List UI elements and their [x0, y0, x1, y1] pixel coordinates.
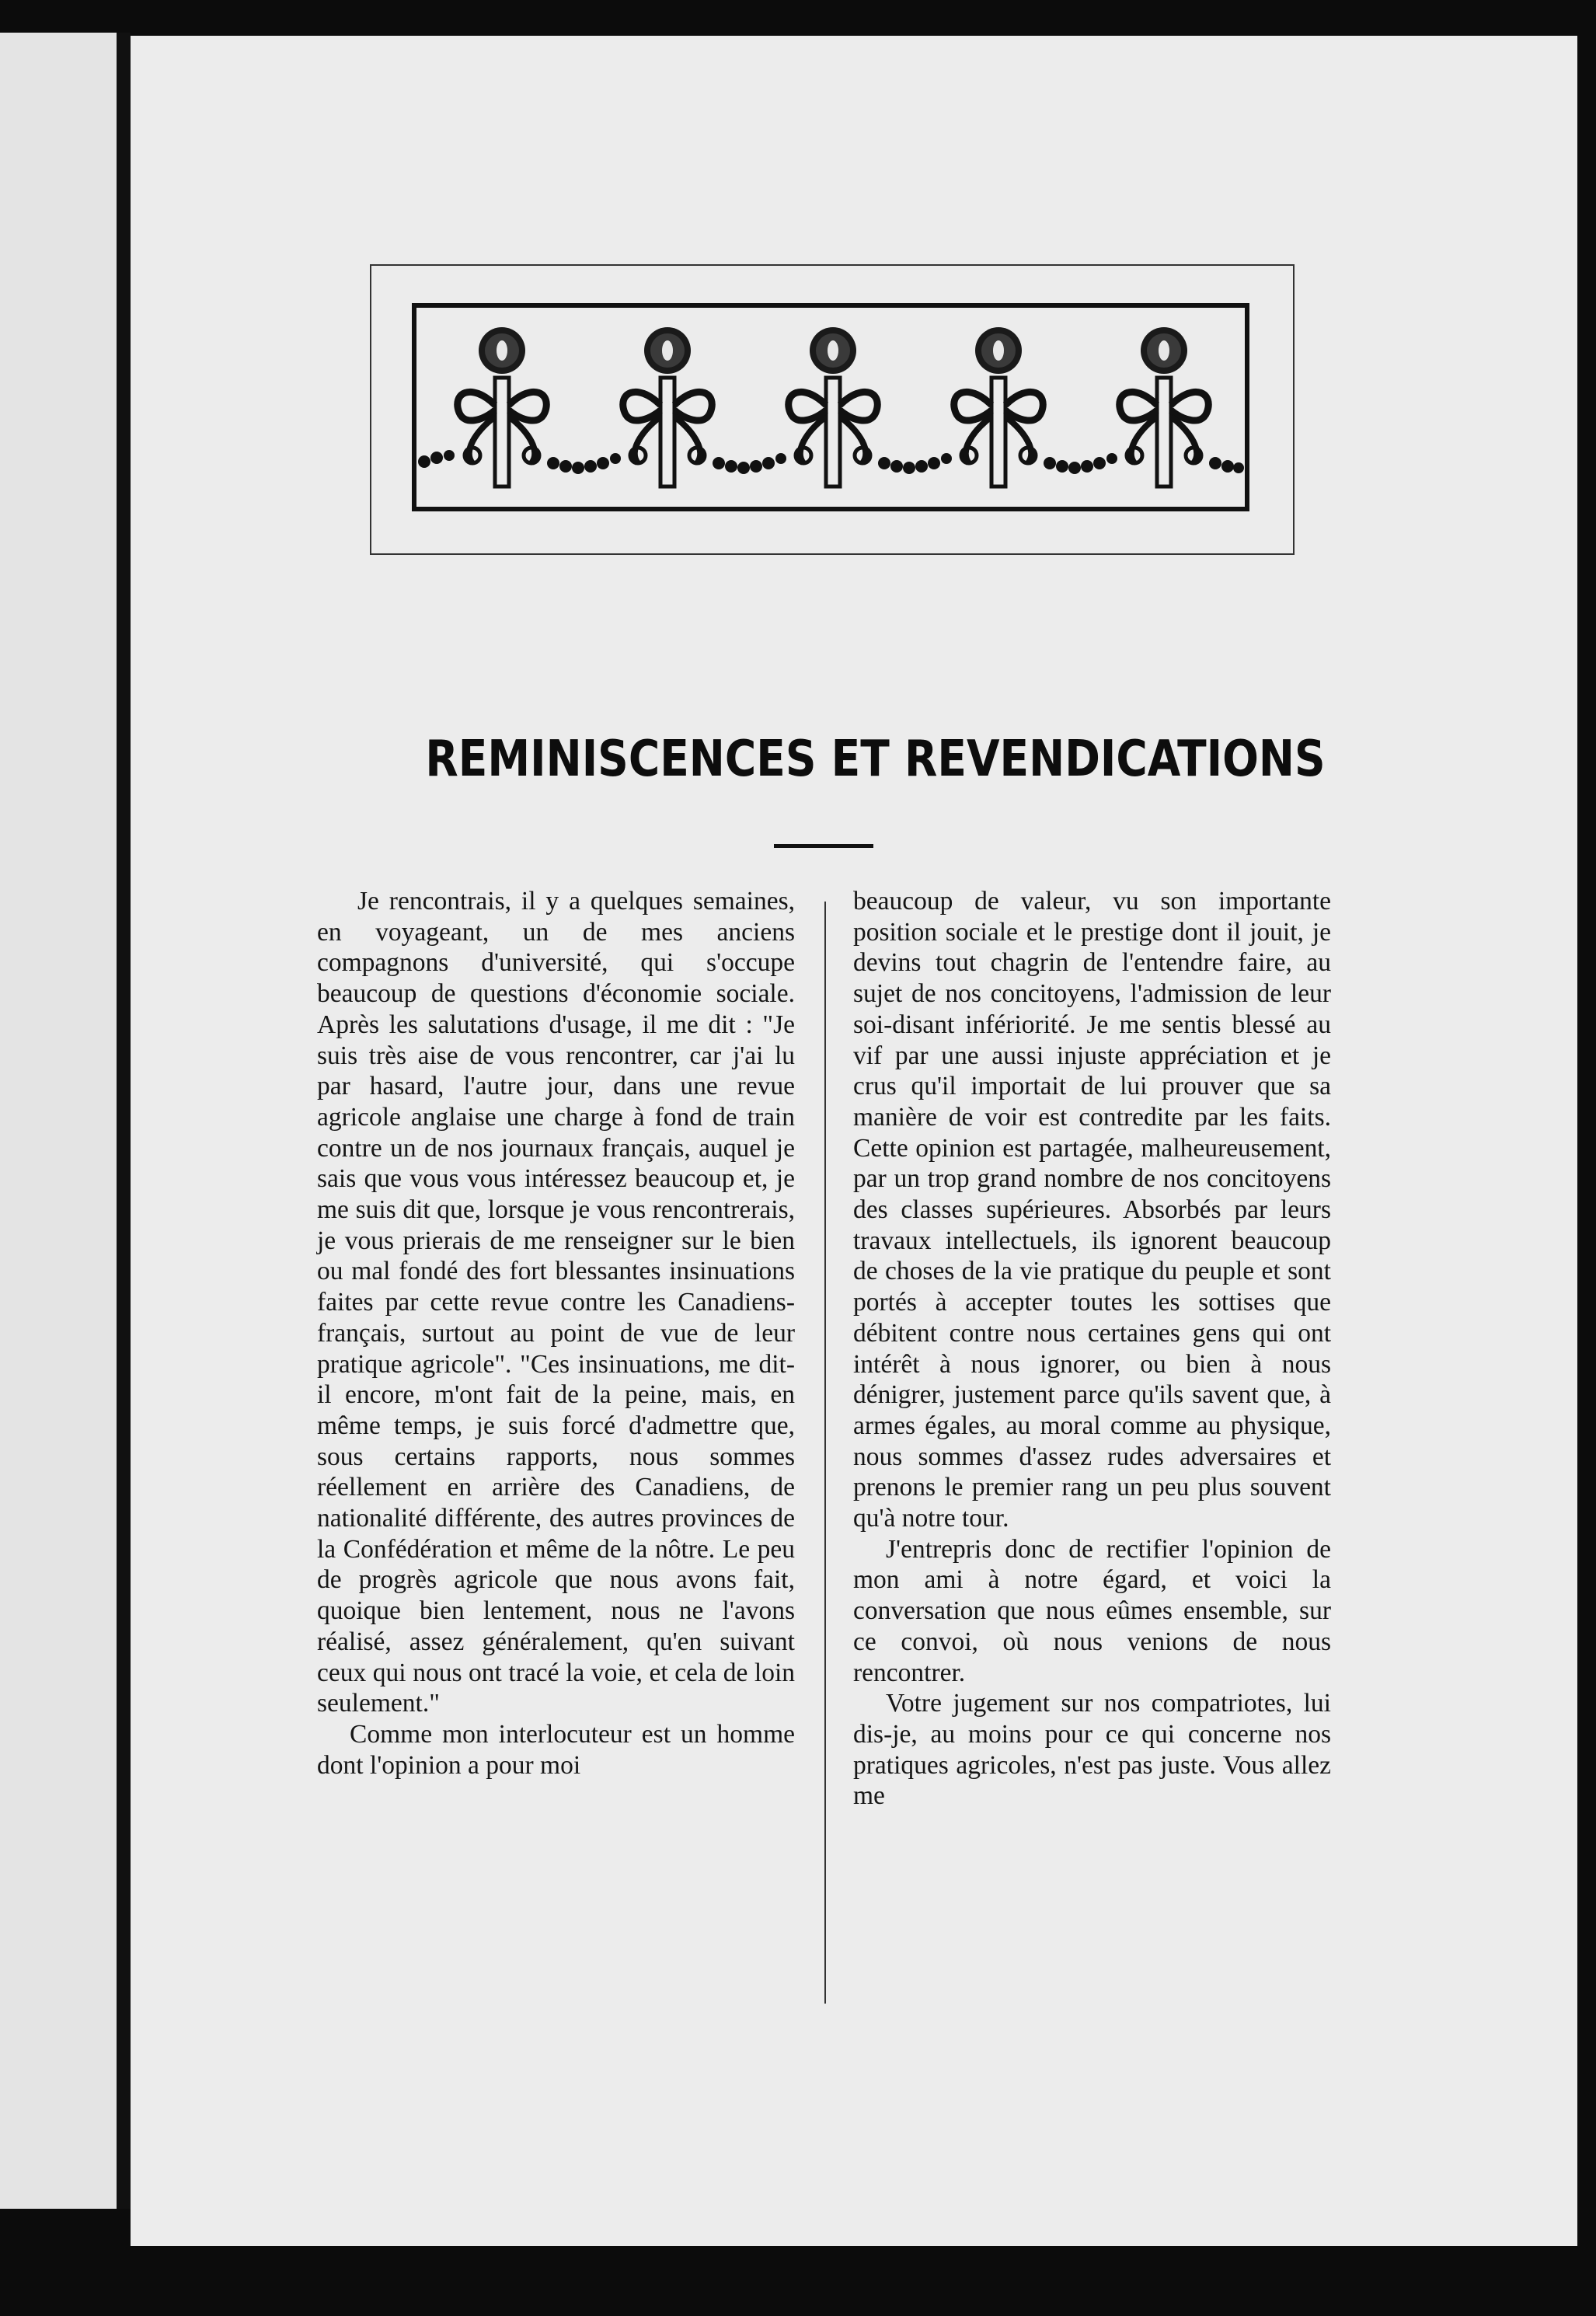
paragraph: Votre jugement sur nos compatriotes, lui dis-je, au moins pour ce qui concerne nos pratiques agricoles, n'est pas juste. Vous allez me	[853, 1689, 1331, 1811]
column-divider	[824, 902, 826, 2004]
paragraph: J'entrepris donc de rectifier l'opinion de mon ami à notre égard, et voici la conversation que nous eûmes ensemble, sur ce convoi, où nous venions de nous rencontrer.	[853, 1534, 1331, 1687]
facing-page-edge	[0, 33, 117, 2209]
page-gutter	[117, 33, 131, 2209]
candle-garland-icon	[416, 308, 1245, 507]
right-column	[853, 886, 1331, 1812]
title-rule	[774, 844, 873, 848]
paragraph: beaucoup de valeur, vu son importante position sociale et le prestige dont il jouit, je devins tout chagrin de l'entendre faire, au sujet de nos concitoyens, l'admission de leur soi-disant infériorité. Je me sentis blessé au vif par une aussi injuste appréciation et je crus qu'il importait de lui prouver que sa manière de voir est contredite par les faits. Cette opinion est partagée, malheureusement, par un trop grand nombre de nos concitoyens des classes supérieures. Absorbés par leurs travaux intellectuels, ils ignorent beaucoup de choses de la vie pratique du peuple et sont portés à accepter toutes les sottises que débitent contre nous certaines gens qui ont intérêt à nous ignorer, ou bien à nous dénigrer, justement parce qu'ils savent que, à armes égales, au moral comme au physique, nous sommes d'assez rudes adversaires et prenons le premier rang un peu plus souvent qu'à notre tour.	[853, 887, 1331, 1533]
paragraph: Comme mon interlocuteur est un homme dont l'opinion a pour moi	[317, 1719, 795, 1780]
candle-icon	[458, 327, 546, 487]
scan-border	[0, 2246, 1596, 2316]
article-title: REMINISCENCES ET REVENDICATIONS	[425, 731, 1326, 788]
paragraph: Je rencontrais, il y a quelques semaines, en voyageant, un de mes anciens compagnons d'université, qui s'occupe beaucoup de questions d'économie sociale. Après les salutations d'usage, il me dit : "Je suis très aise de vous rencontrer, car j'ai lu par hasard, l'autre jour, dans une revue agricole anglaise une charge à fond de train contre un de nos journaux français, auquel je sais que vous vous intéressez beaucoup et, je me suis dit que, lorsque je vous rencontrerais, je vous prierais de me renseigner sur le bien ou mal fondé des fort blessantes insinuations faites par cette revue contre les Canadiens-français, surtout au point de vue de leur pratique agricole". "Ces insinuations, me dit-il encore, m'ont fait de la peine, mais, en même temps, je suis forcé d'admettre que, sous certains rapports, nous sommes réellement en arrière des Canadiens, de nationalité différente, des autres provinces de la Confédération et même de la nôtre. Le peu de progrès agricole que nous avons fait, quoique bien lentement, nous ne l'avons réalisé, assez généralement, qu'en suivant ceux qui nous ont tracé la voie, et cela de loin seulement."	[317, 887, 795, 1718]
left-column	[317, 886, 795, 1781]
